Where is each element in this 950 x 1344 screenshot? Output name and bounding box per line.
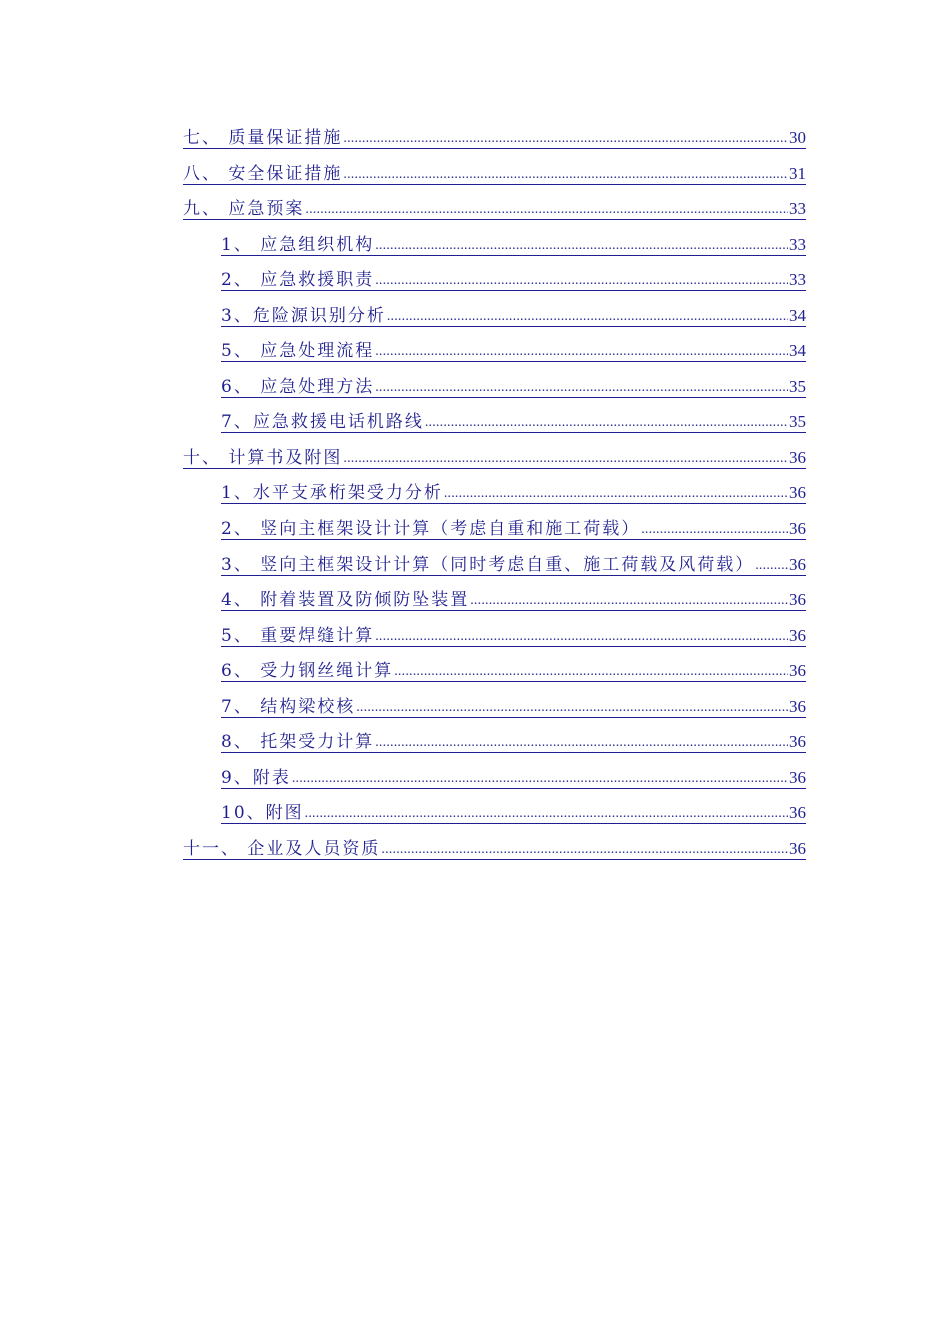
toc-link[interactable] [183,837,806,860]
toc-dot-leader [375,343,788,361]
toc-dot-leader [387,308,788,326]
toc-dot-leader [343,166,788,184]
toc-dot-leader [375,272,788,290]
toc-link[interactable] [221,481,806,504]
toc-entry-title: 九、 应急预案 [183,199,305,220]
toc-dot-leader [444,485,788,503]
toc-link[interactable] [221,659,806,682]
toc-page-number: 34 [789,341,806,361]
toc-entry [0,331,950,367]
toc-entry-title: 十、 计算书及附图 [183,447,343,468]
toc-entry [0,545,950,581]
toc-dot-leader [470,592,788,610]
toc-page-number: 33 [789,199,806,219]
toc-link[interactable] [221,588,806,611]
toc-entry-title: 八、 安全保证措施 [183,163,343,184]
toc-entry-title: 6、 受力钢丝绳计算 [221,661,394,682]
toc-page-number: 33 [789,270,806,290]
toc-dot-leader [292,770,788,788]
toc-link[interactable] [221,233,806,256]
toc-entry-title: 4、 附着装置及防倾防坠装置 [221,590,470,611]
toc-page-number: 31 [789,163,806,183]
toc-dot-leader [755,557,788,575]
toc-entry-title: 1、水平支承桁架受力分析 [221,483,443,504]
toc-entry [0,651,950,687]
toc-entry [0,687,950,723]
toc-page-number: 36 [789,838,806,858]
toc-entry-title: 7、 结构梁校核 [221,696,356,717]
toc-entry [0,154,950,190]
toc-entry [0,793,950,829]
toc-page-number: 36 [789,519,806,539]
toc-entry-title: 10、附图 [221,803,304,824]
toc-page-number: 35 [789,412,806,432]
toc-page-number: 36 [789,767,806,787]
toc-entry [0,473,950,509]
toc-page-number: 30 [789,128,806,147]
toc-link[interactable] [221,553,806,576]
toc-entry [0,829,950,865]
toc-dot-leader [394,663,788,681]
toc-link[interactable] [221,624,806,647]
toc-entry-title: 5、 应急处理流程 [221,341,375,362]
toc-entry [0,118,950,154]
toc-link[interactable] [221,730,806,753]
toc-dot-leader [343,450,788,468]
toc-entry-title: 8、 托架受力计算 [221,732,375,753]
toc-page-number: 35 [789,376,806,396]
toc-link[interactable] [221,517,806,540]
toc-entry [0,225,950,261]
toc-entry [0,367,950,403]
toc-link[interactable] [221,766,806,789]
toc-page-number: 36 [789,447,806,467]
toc-link[interactable] [221,339,806,362]
toc-entry [0,260,950,296]
toc-page-number: 36 [789,696,806,716]
toc-page-number: 36 [789,590,806,610]
toc-dot-leader [305,805,788,823]
toc-entry-title: 七、 质量保证措施 [183,128,343,148]
toc-link[interactable] [183,197,806,220]
toc-page-number: 36 [789,732,806,752]
toc-entry-title: 5、 重要焊缝计算 [221,625,375,646]
toc-dot-leader [381,841,788,859]
toc-entry [0,402,950,438]
toc-dot-leader [305,201,788,219]
toc-page-number: 33 [789,234,806,254]
toc-link[interactable] [183,126,806,149]
toc-entry-title: 十一、 企业及人员资质 [183,838,381,859]
toc-dot-leader [356,699,788,717]
toc-link[interactable] [221,375,806,398]
toc-entry-title: 2、 竖向主框架设计计算（考虑自重和施工荷载） [221,519,641,540]
toc-dot-leader [375,237,788,255]
toc-entry [0,580,950,616]
table-of-contents [0,118,950,864]
toc-page-number: 34 [789,305,806,325]
toc-entry [0,722,950,758]
toc-link[interactable] [221,304,806,327]
toc-entry-title: 3、 竖向主框架设计计算（同时考虑自重、施工荷载及风荷载） [221,554,755,575]
toc-dot-leader [375,628,788,646]
toc-entry [0,438,950,474]
toc-page-number: 36 [789,661,806,681]
toc-link[interactable] [221,268,806,291]
toc-page-number: 36 [789,625,806,645]
toc-entry-title: 9、附表 [221,767,291,788]
toc-entry [0,189,950,225]
toc-entry [0,758,950,794]
toc-entry-title: 3、危险源识别分析 [221,305,386,326]
toc-entry [0,509,950,545]
toc-entry-title: 2、 应急救援职责 [221,270,375,291]
toc-link[interactable] [221,410,806,433]
toc-page-number: 36 [789,483,806,503]
toc-dot-leader [425,414,788,432]
toc-link[interactable] [183,162,806,185]
toc-link[interactable] [221,801,806,824]
toc-dot-leader [375,379,788,397]
toc-dot-leader [343,130,788,148]
toc-entry [0,296,950,332]
toc-link[interactable] [221,695,806,718]
toc-link[interactable] [183,446,806,469]
toc-entry-title: 6、 应急处理方法 [221,376,375,397]
toc-entry [0,616,950,652]
toc-dot-leader [375,734,788,752]
toc-page-number: 36 [789,803,806,823]
toc-entry-title: 1、 应急组织机构 [221,234,375,255]
toc-page-number: 36 [789,554,806,574]
toc-entry-title: 7、应急救援电话机路线 [221,412,424,433]
toc-dot-leader [641,521,788,539]
